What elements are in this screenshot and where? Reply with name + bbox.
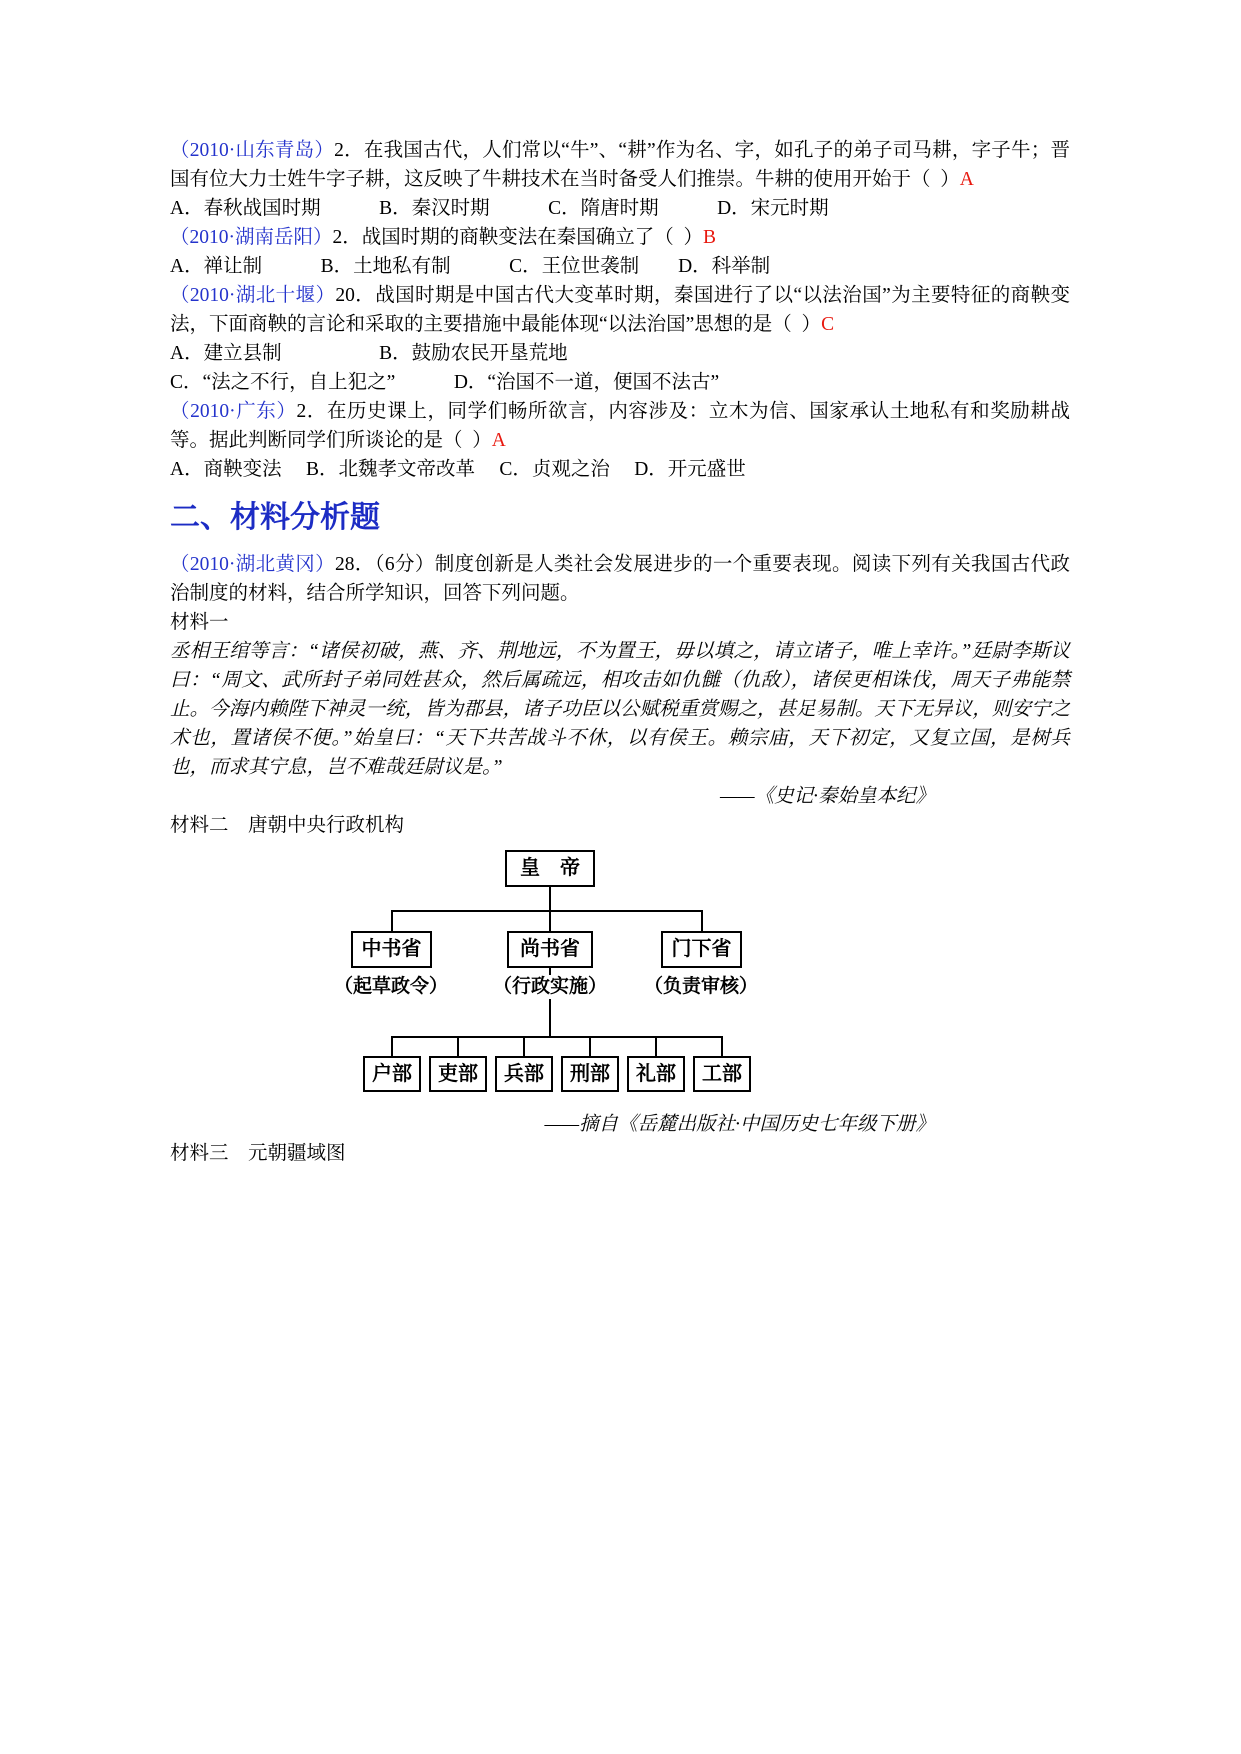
question-1-options: A．春秋战国时期 B．秦汉时期 C．隋唐时期 D．宋元时期 xyxy=(170,198,829,219)
question-4-answer: A xyxy=(491,430,506,451)
question-1 xyxy=(170,136,1070,194)
question-2-answer: B xyxy=(703,227,717,248)
connector-line xyxy=(391,910,703,912)
question-28-intro xyxy=(170,550,1070,608)
question-1-stem: 2．在我国古代，人们常以“牛”、“耕”作为名、字，如孔子的弟子司马耕，字子牛；晋国有位大力士姓牛字子耕，这反映了牛耕技术在当时备受人们推崇。牛耕的使用开始于（ ） xyxy=(170,140,1071,190)
question-28-text: 28．（6分）制度创新是人类社会发展进步的一个重要表现。阅读下列有关我国古代政治制度的材料，结合所学知识，回答下列问题。 xyxy=(170,554,1070,604)
question-3-source: （2010·湖北十堰） xyxy=(170,285,336,306)
connector-line xyxy=(589,1036,591,1056)
question-3-stem: 20．战国时期是中国古代大变革时期，秦国进行了以“以法治国”为主要特征的商鞅变法，下面商鞅的言论和采取的主要措施中最能体现“以法治国”思想的是（ ） xyxy=(170,285,1070,335)
question-3 xyxy=(170,281,1070,339)
connector-line xyxy=(655,1036,657,1056)
question-3-options-line-1: A．建立县制 B．鼓励农民开垦荒地 xyxy=(170,343,568,364)
connector-line xyxy=(391,910,393,931)
org-box-zhongshusheng: 中书省 xyxy=(351,931,432,968)
connector-line xyxy=(701,910,703,931)
material-1-quote: 丞相王绾等言：“诸侯初破，燕、齐、荆地远，不为置王，毋以填之，请立诸子，唯上幸许。”廷尉李斯议曰：“周文、武所封子弟同姓甚众，然后属疏远，相攻击如仇雠（仇敌），诸侯更相诛伐，周天子弗能禁止。今海内赖陛下神灵一统，皆为郡县，诸子功臣以公赋税重赏赐之，甚足易制。天下无异议，则安宁之术也，置诸侯不便。”始皇曰：“天下共苦战斗不休，以有侯王。赖宗庙，天下初定，又复立国，是树兵也，而求其宁息，岂不难哉廷尉议是。” xyxy=(170,641,1070,778)
connector-line xyxy=(457,1036,459,1056)
section-heading: 二、材料分析题 xyxy=(170,501,380,534)
material-1-label: 材料一 xyxy=(170,612,229,633)
question-3-options-line-2: C．“法之不行，自上犯之” D．“治国不一道，便国不法古” xyxy=(170,372,720,393)
org-box-libu-rites: 礼部 xyxy=(627,1056,685,1092)
question-4-options: A．商鞅变法 B．北魏孝文帝改革 C．贞观之治 D．开元盛世 xyxy=(170,459,746,480)
material-2-citation: ——摘自《岳麓出版社·中国历史七年级下册》 xyxy=(544,1114,935,1135)
org-chart xyxy=(170,848,1070,1100)
org-box-shangshusheng: 尚书省 xyxy=(507,931,593,968)
question-4-source: （2010·广东） xyxy=(170,401,297,422)
org-box-libu-personnel: 吏部 xyxy=(429,1056,487,1092)
question-1-source: （2010·山东青岛） xyxy=(170,140,335,161)
org-box-emperor: 皇 帝 xyxy=(505,850,595,887)
org-note-zhongshusheng: （起草政令） xyxy=(311,975,471,999)
org-box-hubu: 户部 xyxy=(363,1056,421,1092)
org-box-gongbu: 工部 xyxy=(693,1056,751,1092)
org-note-shangshusheng: （行政实施） xyxy=(470,975,630,999)
org-box-bingbu: 兵部 xyxy=(495,1056,553,1092)
org-box-menxiasheng: 门下省 xyxy=(661,931,742,968)
org-note-menxiasheng: （负责审核） xyxy=(621,975,781,999)
material-3-label: 材料三 元朝疆域图 xyxy=(170,1143,346,1164)
connector-line xyxy=(391,1036,723,1038)
org-box-xingbu: 刑部 xyxy=(561,1056,619,1092)
question-3-answer: C xyxy=(821,314,835,335)
material-1-citation: ——《史记·秦始皇本纪》 xyxy=(719,786,935,807)
connector-line xyxy=(523,1036,525,1056)
question-4 xyxy=(170,397,1070,455)
question-28-source: （2010·湖北黄冈） xyxy=(170,554,336,575)
material-2-label: 材料二 唐朝中央行政机构 xyxy=(170,815,405,836)
question-2-options: A．禅让制 B．土地私有制 C．王位世袭制 D．科举制 xyxy=(170,256,771,277)
connector-line xyxy=(391,1036,393,1056)
question-2-source: （2010·湖南岳阳） xyxy=(170,227,333,248)
connector-line xyxy=(549,910,551,931)
question-2-stem: 2．战国时期的商鞅变法在秦国确立了（ ） xyxy=(332,227,704,248)
question-4-stem: 2．在历史课上，同学们畅所欲言，内容涉及：立木为信、国家承认土地私有和奖励耕战等。据此判断同学们所谈论的是（ ） xyxy=(170,401,1070,451)
question-2 xyxy=(170,223,1070,252)
question-1-answer: A xyxy=(959,169,974,190)
connector-line xyxy=(549,887,551,910)
connector-line xyxy=(721,1036,723,1056)
page-content xyxy=(170,136,1070,1168)
